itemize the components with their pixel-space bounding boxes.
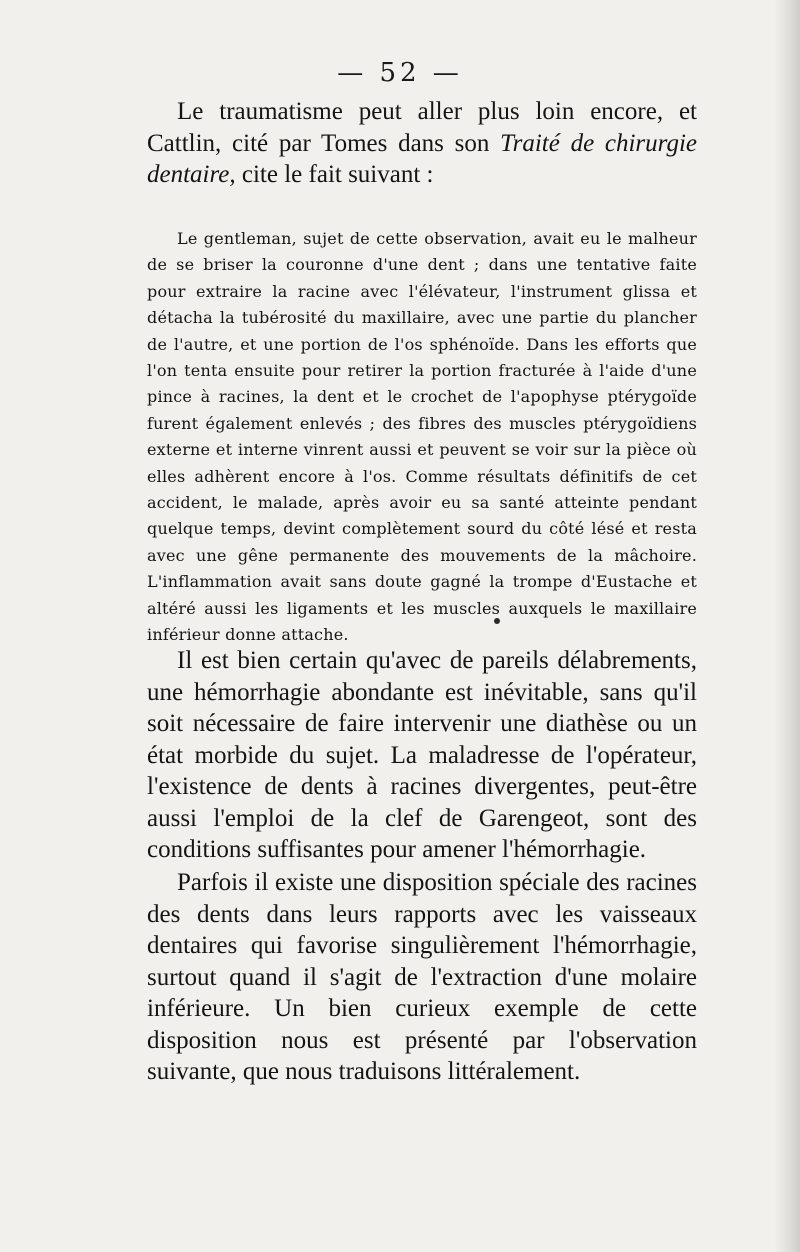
paragraph-intro: [147, 96, 697, 191]
paragraph-hemorrhage: Il est bien certain qu'avec de pareils délabrements, une hémorrhagie abondante est inévitable, sans qu'il soit nécessaire de faire intervenir une diathèse ou un état morbide du sujet. La maladresse de l'opérateur, l'existence de dents à racines divergentes, peut-être aussi l'emploi de la clef de Garengeot, sont des conditions suffisantes pour amener l'hémorrhagie.: [147, 647, 697, 863]
intro-text-after: cite le fait suivant :: [235, 161, 434, 188]
quoted-observation: Le gentleman, sujet de cette observation, avait eu le malheur de se briser la couronne d'une dent ; dans une tentative faite pour extraire la racine avec l'élévateur, l'instrument glissa et détacha la tubérosité du maxillaire, avec une partie du plancher de l'autre, et une portion de l'os sphénoïde. Dans les efforts que l'on tenta ensuite pour retirer la portion fracturée à l'aide d'une pince à racines, la dent et le crochet de l'apophyse ptérygoïde furent également enlevés ; des fibres des muscles ptérygoïdiens externe et interne vinrent aussi et peuvent se voir sur la pièce où elles adhèrent encore à l'os. Comme résultats définitifs de cet accident, le malade, après avoir eu sa santé atteinte pendant quelque temps, devint complètement sourd du côté lésé et resta avec une gêne permanente des mouvements de la mâchoire. L'inflammation avait sans doute gagné la trompe d'Eustache et altéré aussi les ligaments et les muscles auxquels le maxillaire inférieur donne attache.: [147, 229, 697, 645]
intro-text-before: Le traumatisme peut aller plus loin encore, et Cattlin, cité par Tomes dans son: [147, 98, 697, 157]
paragraph-disposition: Parfois il existe une disposition spéciale des racines des dents dans leurs rapports avec les vaisseaux dentaires qui favorise singulièrement l'hémorrhagie, surtout quand il s'agit de l'extraction d'une molaire inférieure. Un bien curieux exemple de cette disposition nous est présenté par l'observation suivante, que nous traduisons littéralement.: [147, 869, 697, 1085]
book-title: Traité de chirurgie dentaire,: [147, 129, 698, 188]
page-number: — 52 —: [337, 58, 463, 88]
separator-dot: [494, 618, 500, 624]
